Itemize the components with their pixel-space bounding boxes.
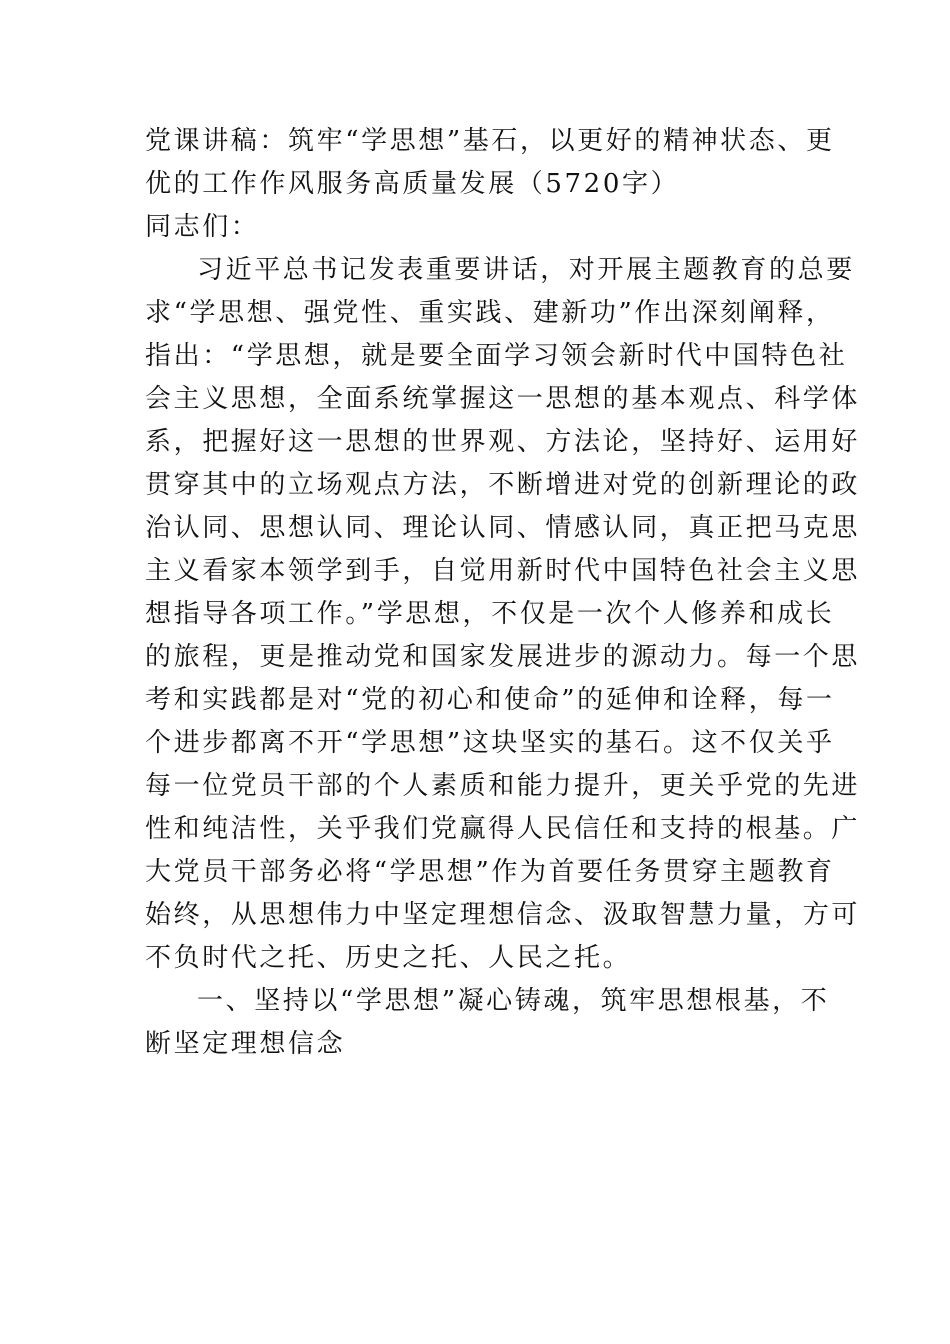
- paragraph-line: 个进步都离不开“学思想”这块坚实的基石。这不仅关乎: [145, 728, 835, 758]
- paragraph-line: 每一位党员干部的个人素质和能力提升，更关乎党的先进: [145, 771, 861, 801]
- paragraph-line: 大党员干部务必将“学思想”作为首要任务贯穿主题教育: [145, 857, 835, 887]
- paragraph-line: 求“学思想、强党性、重实践、建新功”作出深刻阐释，: [145, 298, 835, 328]
- paragraph-line: 主义看家本领学到手，自觉用新时代中国特色社会主义思: [145, 556, 861, 586]
- paragraph-line: 系，把握好这一思想的世界观、方法论，坚持好、运用好: [145, 427, 861, 457]
- paragraph-line: 习近平总书记发表重要讲话，对开展主题教育的总要: [197, 255, 855, 285]
- salutation: 同志们：: [145, 212, 260, 242]
- paragraph-line: 性和纯洁性，关乎我们党赢得人民信任和支持的根基。广: [145, 814, 861, 844]
- paragraph-line: 的旅程，更是推动党和国家发展进步的源动力。每一个思: [145, 642, 861, 672]
- section-heading-line: 一、坚持以“学思想”凝心铸魂，筑牢思想根基，不: [197, 986, 830, 1016]
- paragraph-line: 贯穿其中的立场观点方法，不断增进对党的创新理论的政: [145, 470, 861, 500]
- section-heading-line: 断坚定理想信念: [145, 1029, 346, 1059]
- title-line: 优的工作作风服务高质量发展（5720字）: [145, 169, 680, 199]
- paragraph-line: 考和实践都是对“党的初心和使命”的延伸和诠释，每一: [145, 685, 835, 715]
- title-line: 党课讲稿：筑牢“学思想”基石，以更好的精神状态、更: [145, 126, 835, 156]
- paragraph-line: 想指导各项工作。”学思想，不仅是一次个人修养和成长: [145, 599, 835, 629]
- paragraph-line: 治认同、思想认同、理论认同、情感认同，真正把马克思: [145, 513, 861, 543]
- paragraph-line: 始终，从思想伟力中坚定理想信念、汲取智慧力量，方可: [145, 900, 861, 930]
- paragraph-line: 会主义思想，全面系统掌握这一思想的基本观点、科学体: [145, 384, 861, 414]
- document-page: [145, 120, 861, 1066]
- paragraph-line: 指出：“学思想，就是要全面学习领会新时代中国特色社: [145, 341, 848, 371]
- paragraph-line: 不负时代之托、历史之托、人民之托。: [145, 943, 632, 973]
